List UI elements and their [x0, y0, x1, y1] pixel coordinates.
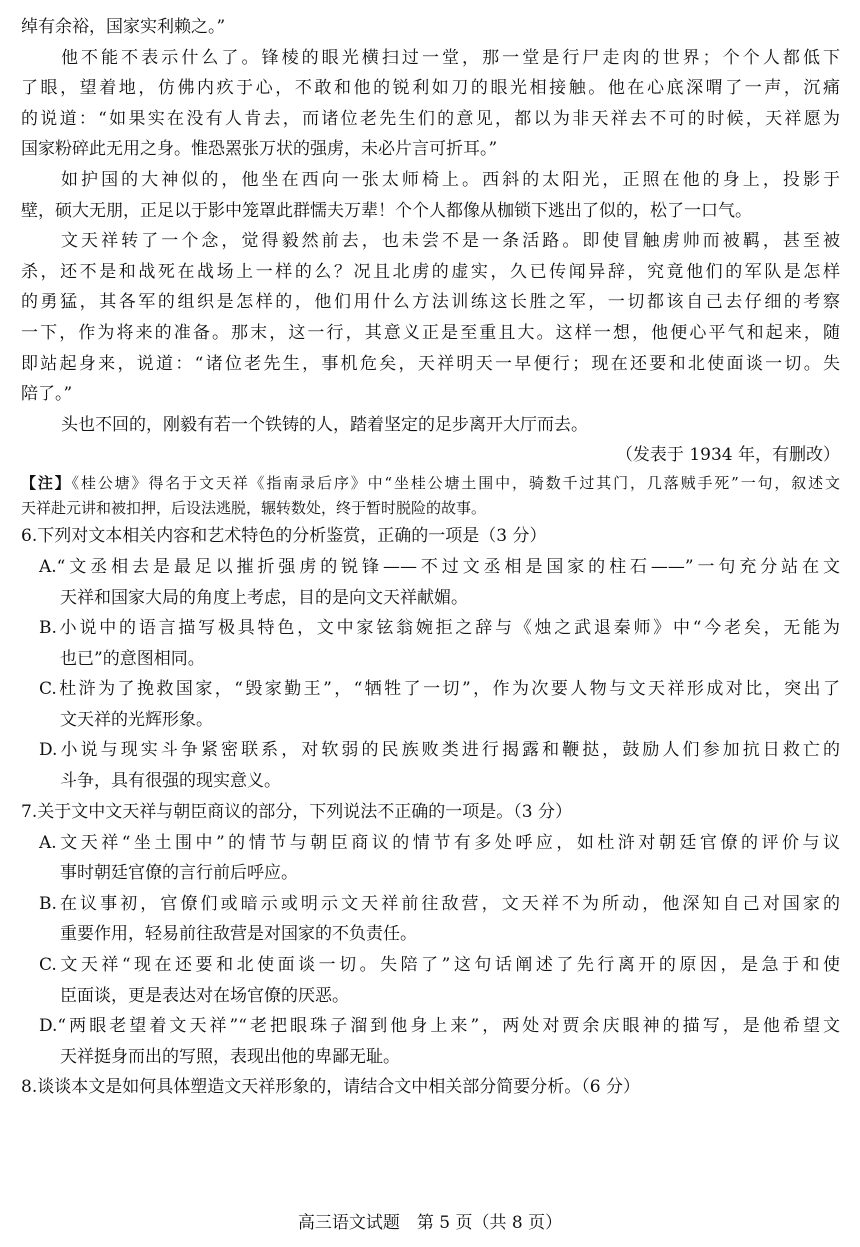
passage-line: 头也不回的，刚毅有若一个铁铸的人，踏着坚定的足步离开大厅而去。 [61, 414, 588, 435]
passage-line: 绰有余裕，国家实利赖之。” [21, 17, 226, 37]
passage-line: 壁，硕大无朋，正足以于影中笼罩此群懦夫万辈！个个人都像从枷锁下逃出了似的，松了一口气。 [21, 200, 752, 221]
note-line: 天祥赴元讲和被扣押，后设法逃脱，辗转数处，终于暂时脱险的故事。 [21, 498, 487, 517]
question-8 [21, 1072, 840, 1103]
option-b-cont: 重要作用，轻易前往敌营是对国家的不负责任。 [60, 924, 417, 945]
option-c-cont: 文天祥的光辉形象。 [60, 709, 213, 730]
option-b: B.小说中的语言描写极具特色，文中家铉翁婉拒之辞与《烛之武退秦师》中“今老矣，无能为 [39, 618, 840, 639]
option-b: B.在议事初，官僚们或暗示或明示文天祥前往敌营，文天祥不为所动，他深知自己对国家的 [39, 893, 840, 914]
page-footer: 高三语文试题 第 5 页（共 8 页） [297, 1213, 563, 1233]
note-text: 《桂公塘》得名于文天祥《指南录后序》中“坐桂公塘土围中，骑数千过其门，几落贼手死”一句，叙述文 [71, 473, 840, 492]
paragraph [21, 43, 840, 165]
option-c: C.文天祥“现在还要和北使面谈一切。失陪了”这句话阐述了先行离开的原因，是急于和使 [39, 955, 840, 976]
paragraph [21, 165, 840, 226]
question-6 [21, 521, 840, 797]
option-a-cont: 事时朝廷官僚的言行前后呼应。 [60, 863, 298, 884]
question-stem: 6.下列对文本相关内容和艺术特色的分析鉴赏，正确的一项是（3 分） [21, 525, 547, 546]
passage-line: 即站起身来，说道：“诸位老先生，事机危矣，天祥明天一早便行；现在还要和北使面谈一切。失 [21, 353, 840, 374]
source-citation: （发表于 1934 年，有删改） [615, 445, 840, 466]
passage-line: 的勇猛，其各军的组织是怎样的，他们用什么方法训练这长胜之军，一切都该自己去仔细的考察 [21, 292, 840, 313]
question-stem: 8.谈谈本文是如何具体塑造文天祥形象的，请结合文中相关部分简要分析。（6 分） [21, 1077, 640, 1098]
annotation-note [21, 471, 840, 521]
note-tag: 【注】 [21, 473, 72, 492]
question-7 [21, 797, 840, 1073]
option-a: A.文天祥“坐土围中”的情节与朝臣商议的情节有多处呼应，如杜浒对朝廷官僚的评价与议 [39, 832, 840, 853]
paragraph [21, 226, 840, 410]
passage-line: 杀，还不是和战死在战场上一样的么？况且北虏的虚实，久已传闻异辞，究竟他们的军队是怎样 [21, 261, 840, 282]
passage-line: 的说道：“如果实在没有人肯去，而诸位老先生们的意见，都以为非天祥去不可的时候，天祥愿为 [21, 108, 840, 129]
option-c: C.杜浒为了挽救国家，“毁家勤王”，“牺牲了一切”，作为次要人物与文天祥形成对比，突出了 [39, 679, 840, 700]
option-a: A.“文丞相去是最足以摧折强虏的锐锋——不过文丞相是国家的柱石——”一句充分站在文 [39, 556, 840, 577]
option-b-cont: 也已”的意图相同。 [60, 648, 205, 669]
passage-line: 了眼，望着地，仿佛内疚于心，不敢和他的锐利如刀的眼光相接触。他在心底深喟了一声，沉痛 [21, 78, 840, 99]
option-d: D.小说与现实斗争紧密联系，对软弱的民族败类进行揭露和鞭挞，鼓励人们参加抗日救亡的 [39, 740, 840, 761]
paragraph [21, 410, 840, 441]
option-d-cont: 天祥挺身而出的写照，表现出他的卑鄙无耻。 [60, 1046, 400, 1067]
passage-line: 他不能不表示什么了。锋棱的眼光横扫过一堂，那一堂是行尸走肉的世界；个个人都低下 [61, 47, 840, 68]
note-line [21, 471, 840, 496]
option-d-cont: 斗争，具有很强的现实意义。 [60, 771, 281, 792]
option-d: D.“两眼老望着文天祥”“老把眼珠子溜到他身上来”，两处对贾余庆眼神的描写，是他希望文 [39, 1016, 840, 1037]
passage-line: 如护国的大神似的，他坐在西向一张太师椅上。西斜的太阳光，正照在他的身上，投影于 [61, 169, 840, 190]
passage-line: 国家粉碎此无用之身。惟恐罴张万状的强虏，未必片言可折耳。” [21, 139, 498, 160]
passage-line: 文天祥转了一个念，觉得毅然前去，也未尝不是一条活路。即使冒触虏帅而被羁，甚至被 [61, 231, 840, 252]
passage [21, 12, 840, 471]
option-c-cont: 臣面谈，更是表达对在场官僚的厌恶。 [60, 985, 349, 1006]
question-stem: 7.关于文中文天祥与朝臣商议的部分，下列说法不正确的一项是。（3 分） [21, 801, 572, 822]
option-a-cont: 天祥和国家大局的角度上考虑，目的是向文天祥献媚。 [60, 587, 468, 608]
passage-line: 一下，作为将来的准备。那末，这一行，其意义正是至重且大。这样一想，他便心平气和起来，随 [21, 322, 840, 343]
passage-line: 陪了。” [21, 384, 73, 405]
